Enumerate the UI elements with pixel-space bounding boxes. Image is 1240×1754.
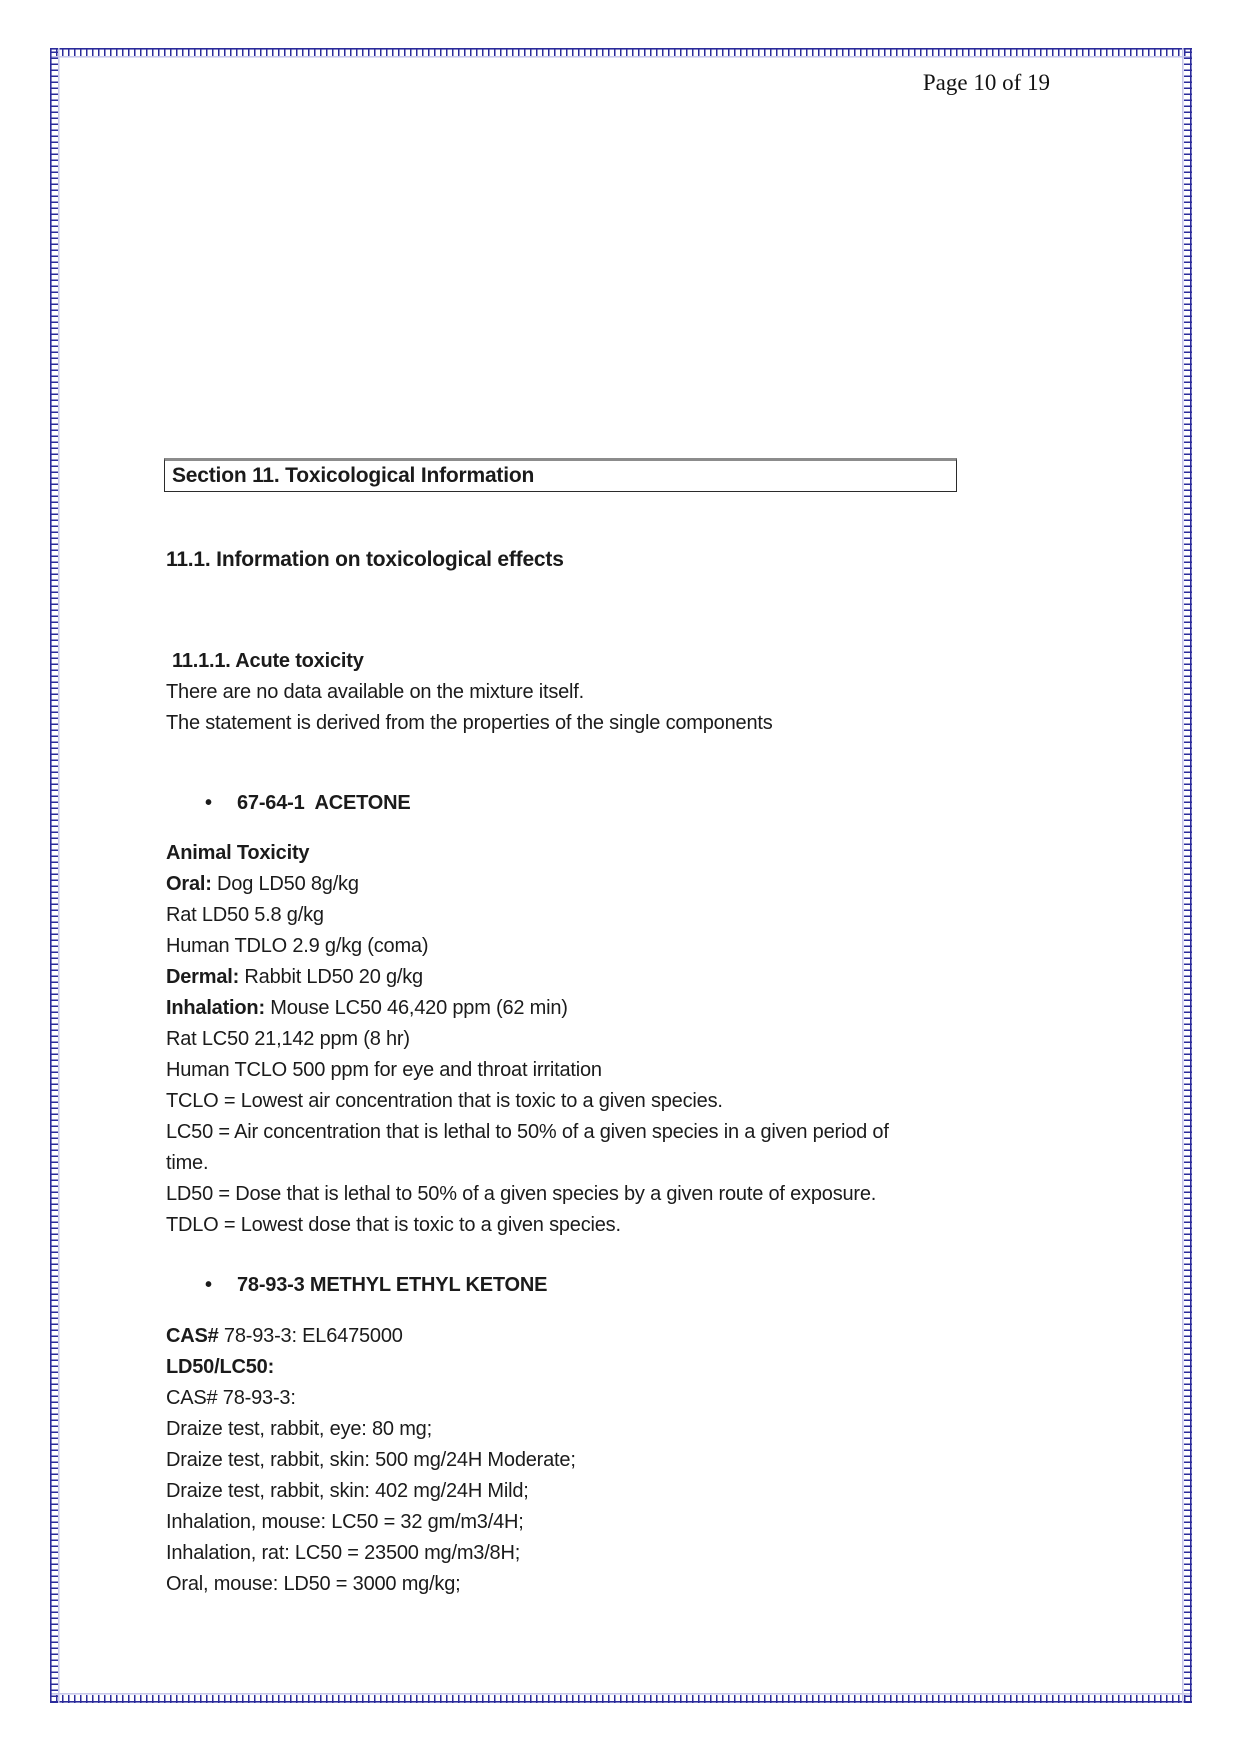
text-line: Human TDLO 2.9 g/kg (coma) (166, 935, 429, 957)
text-line: TDLO = Lowest dose that is toxic to a given species. (166, 1214, 621, 1236)
text-line: Human TCLO 500 ppm for eye and throat irritation (166, 1059, 602, 1081)
text-line: LD50/LC50: (166, 1356, 275, 1378)
text-line: Rat LC50 21,142 ppm (8 hr) (166, 1028, 410, 1050)
mek-toxicity-block (166, 1321, 576, 1600)
page-border-left (50, 48, 60, 1703)
text-line: LC50 = Air concentration that is lethal to 50% of a given species in a given period of (166, 1121, 889, 1143)
bullet-label-acetone: 67-64-1 ACETONE (237, 792, 411, 814)
section-11-header-title: Section 11. Toxicological Information (172, 464, 535, 487)
text-line: LD50 = Dose that is lethal to 50% of a given species by a given route of exposure. (166, 1183, 877, 1205)
acute-toxicity-statement-2: The statement is derived from the properties of the single components (166, 712, 773, 734)
text-line: time. (166, 1152, 209, 1174)
text-line: Draize test, rabbit, eye: 80 mg; (166, 1418, 432, 1440)
acute-toxicity-statement-1: There are no data available on the mixture itself. (166, 681, 585, 703)
text-line: CAS# 78-93-3: (166, 1387, 296, 1409)
text-line: CAS# 78-93-3: EL6475000 (166, 1325, 403, 1347)
subsection-11-1-title: 11.1. Information on toxicological effects (166, 548, 564, 571)
document-page-frame (50, 48, 1192, 1703)
text-line: Dermal: Rabbit LD50 20 g/kg (166, 966, 423, 988)
text-line: Draize test, rabbit, skin: 500 mg/24H Moderate; (166, 1449, 576, 1471)
text-line: Oral, mouse: LD50 = 3000 mg/kg; (166, 1573, 461, 1595)
acute-toxicity-block (166, 646, 773, 739)
text-line: Oral: Dog LD50 8g/kg (166, 873, 359, 895)
text-line: Draize test, rabbit, skin: 402 mg/24H Mild; (166, 1480, 529, 1502)
text-line: TCLO = Lowest air concentration that is toxic to a given species. (166, 1090, 723, 1112)
page-number: Page 10 of 19 (922, 70, 1050, 95)
page-border-top (50, 48, 1192, 58)
text-line: Animal Toxicity (166, 842, 310, 864)
acute-toxicity-title: 11.1.1. Acute toxicity (172, 650, 364, 672)
page-border-right (1182, 48, 1192, 1703)
text-line: Inhalation, rat: LC50 = 23500 mg/m3/8H; (166, 1542, 521, 1564)
text-line: Inhalation, mouse: LC50 = 32 gm/m3/4H; (166, 1511, 524, 1533)
acetone-toxicity-block (166, 838, 889, 1241)
bullet-icon: • (205, 1274, 212, 1296)
bullet-item-acetone (205, 788, 411, 819)
bullet-label-mek: 78-93-3 METHYL ETHYL KETONE (237, 1274, 548, 1296)
page-border-bottom (50, 1693, 1192, 1703)
section-11-header-box (164, 458, 957, 492)
text-line: Rat LD50 5.8 g/kg (166, 904, 324, 926)
text-line: Inhalation: Mouse LC50 46,420 ppm (62 min) (166, 997, 568, 1019)
bullet-item-mek (205, 1270, 547, 1301)
bullet-icon: • (205, 792, 212, 814)
